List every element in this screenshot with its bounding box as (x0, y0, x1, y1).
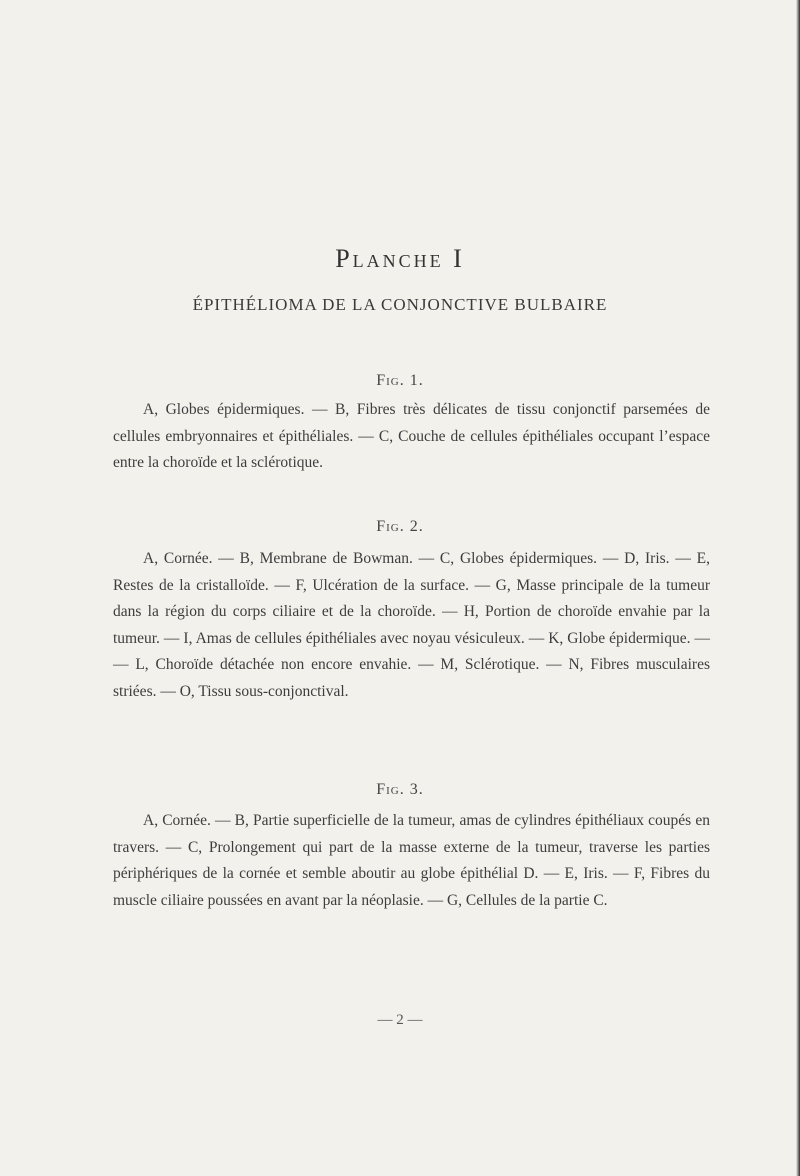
figure-2-caption: A, Cornée. — B, Membrane de Bowman. — C, Globes épidermiques. — D, Iris. — E, Restes de la cristalloïde. — F, Ulcération de la surface. — G, Masse principale de la tumeur dans la région du corps ciliaire et de la choroïde. — H, Portion de choroïde envahie par la tumeur. — I, Amas de cellules épithéliales avec noyau vésiculeux. — K, Globe épidermique. — — L, Choroïde détachée non encore envahie. — M, Sclérotique. — N, Fibres musculaires striées. — O, Tissu sous-conjonctival. (113, 550, 710, 700)
main-title: ÉPITHÉLIOMA DE LA CONJONCTIVE BULBAIRE (192, 295, 608, 314)
figure-1-caption: A, Globes épidermiques. — B, Fibres très délicates de tissu conjonctif parsemées de cellules embryonnaires et épithéliales. — C, Couche de cellules épithéliales occupant l’espace entre la choroïde et la sclérotique. (113, 401, 710, 471)
page-number: — 2 — (377, 1012, 423, 1028)
page-edge (796, 0, 800, 1176)
plate-title: Planche I (335, 244, 465, 273)
figure-3-heading: Fig. 3. (376, 781, 424, 798)
figure-1-heading: Fig. 1. (376, 372, 424, 389)
figure-3-caption: A, Cornée. — B, Partie superficielle de la tumeur, amas de cylindres épithéliaux coupés en travers. — C, Prolongement qui part de la masse externe de la tumeur, traverse les parties périphériques de la cornée et semble aboutir au globe épithélial D. — E, Iris. — F, Fibres du muscle ciliaire poussées en avant par la néoplasie. — G, Cellules de la partie C. (113, 812, 710, 909)
figure-2-heading: Fig. 2. (376, 518, 424, 535)
